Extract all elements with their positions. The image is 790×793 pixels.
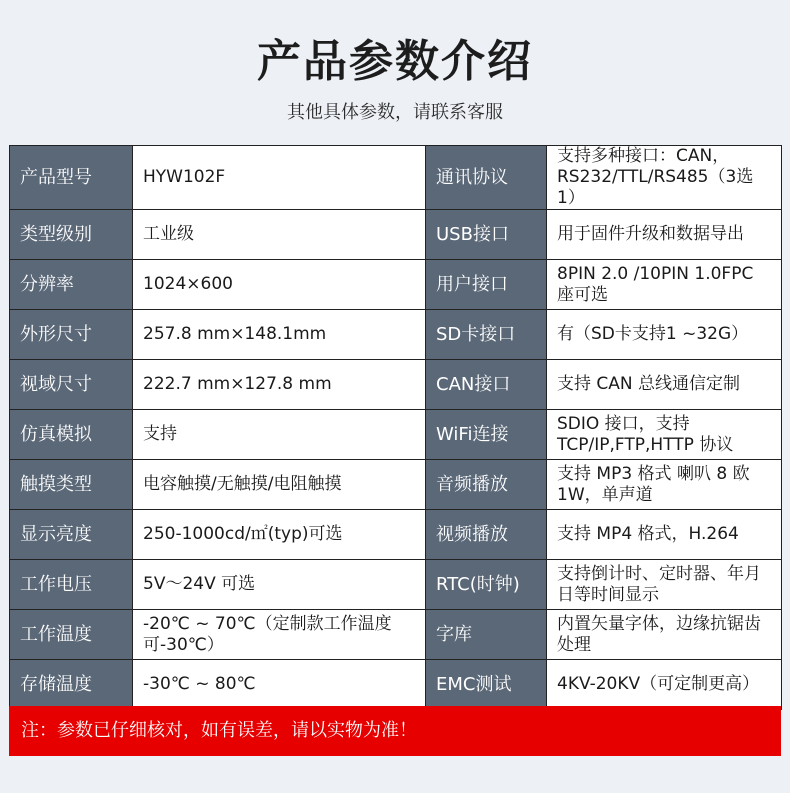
spec-label: USB接口 — [426, 210, 547, 260]
spec-value: 支持多种接口：CAN，RS232/TTL/RS485（3选1） — [547, 146, 782, 210]
spec-value: 支持 CAN 总线通信定制 — [547, 360, 782, 410]
spec-value: SDIO 接口，支持TCP/IP,FTP,HTTP 协议 — [547, 410, 782, 460]
disclaimer-banner: 注：参数已仔细核对，如有误差，请以实物为准！ — [9, 706, 781, 756]
table-row — [10, 260, 782, 310]
table-row — [10, 460, 782, 510]
spec-value: -30℃ ~ 80℃ — [133, 660, 426, 710]
spec-label: 音频播放 — [426, 460, 547, 510]
spec-label: 用户接口 — [426, 260, 547, 310]
spec-label: 外形尺寸 — [10, 310, 133, 360]
spec-value: 8PIN 2.0 /10PIN 1.0FPC 座可选 — [547, 260, 782, 310]
spec-label: 产品型号 — [10, 146, 133, 210]
spec-label: 通讯协议 — [426, 146, 547, 210]
table-row — [10, 610, 782, 660]
table-row — [10, 560, 782, 610]
table-row — [10, 510, 782, 560]
spec-label: CAN接口 — [426, 360, 547, 410]
spec-label: 类型级别 — [10, 210, 133, 260]
page-title: 产品参数介绍 — [257, 36, 533, 87]
spec-label: 分辨率 — [10, 260, 133, 310]
table-row — [10, 410, 782, 460]
spec-value: 电容触摸/无触摸/电阻触摸 — [133, 460, 426, 510]
spec-label: SD卡接口 — [426, 310, 547, 360]
spec-label: 视域尺寸 — [10, 360, 133, 410]
spec-value: 支持 — [133, 410, 426, 460]
spec-value: HYW102F — [133, 146, 426, 210]
spec-value: 250-1000cd/㎡(typ)可选 — [133, 510, 426, 560]
table-row — [10, 210, 782, 260]
spec-label: 字库 — [426, 610, 547, 660]
spec-label: 视频播放 — [426, 510, 547, 560]
spec-label: 存储温度 — [10, 660, 133, 710]
spec-label: RTC(时钟) — [426, 560, 547, 610]
spec-label: EMC测试 — [426, 660, 547, 710]
spec-value: 内置矢量字体，边缘抗锯齿处理 — [547, 610, 782, 660]
table-row — [10, 146, 782, 210]
spec-label: 工作温度 — [10, 610, 133, 660]
spec-value: 有（SD卡支持1 ~32G） — [547, 310, 782, 360]
spec-value: 5V～24V 可选 — [133, 560, 426, 610]
spec-value: 支持 MP3 格式 喇叭 8 欧 1W，单声道 — [547, 460, 782, 510]
spec-label: 显示亮度 — [10, 510, 133, 560]
spec-value: 257.8 mm×148.1mm — [133, 310, 426, 360]
spec-value: 支持倒计时、定时器、年月日等时间显示 — [547, 560, 782, 610]
page-subtitle: 其他具体参数，请联系客服 — [287, 102, 503, 123]
table-row — [10, 310, 782, 360]
spec-label: WiFi连接 — [426, 410, 547, 460]
table-row — [10, 360, 782, 410]
spec-value: 222.7 mm×127.8 mm — [133, 360, 426, 410]
spec-value: 用于固件升级和数据导出 — [547, 210, 782, 260]
spec-label: 仿真模拟 — [10, 410, 133, 460]
spec-table — [9, 145, 782, 710]
spec-label: 工作电压 — [10, 560, 133, 610]
spec-label: 触摸类型 — [10, 460, 133, 510]
spec-value: -20℃ ~ 70℃（定制款工作温度可-30℃） — [133, 610, 426, 660]
spec-value: 支持 MP4 格式，H.264 — [547, 510, 782, 560]
table-row — [10, 660, 782, 710]
spec-value: 工业级 — [133, 210, 426, 260]
spec-value: 4KV-20KV（可定制更高） — [547, 660, 782, 710]
spec-value: 1024×600 — [133, 260, 426, 310]
